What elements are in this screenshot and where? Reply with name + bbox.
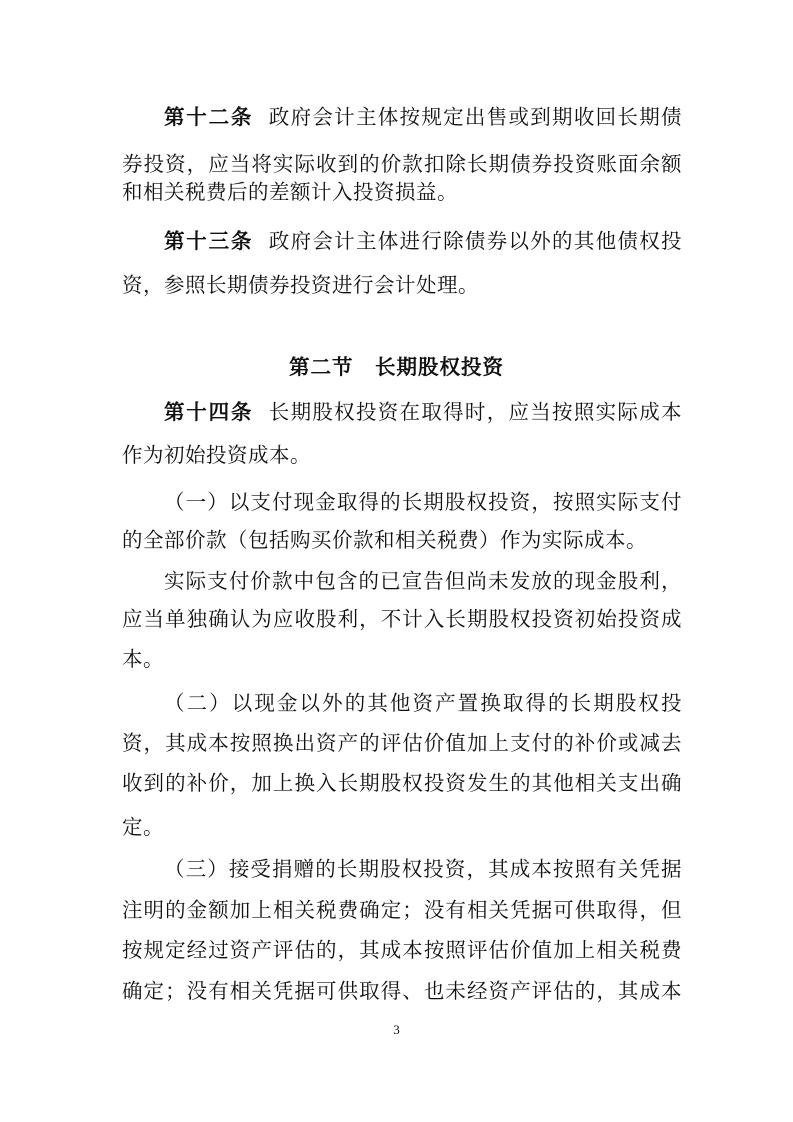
article-12-line-2: 券投资，应当将实际收到的价款扣除长期债券投资账面余额 — [122, 152, 682, 176]
item-3-line-2: 注明的金额加上相关税费确定；没有相关凭据可供取得，但 — [122, 898, 682, 922]
item-3-line-4: 确定；没有相关凭据可供取得、也未经资产评估的，其成本 — [122, 979, 682, 1003]
item-1-note-line-2: 应当单独确认为应收股利，不计入长期股权投资初始投资成 — [122, 607, 682, 631]
item-1-line-1: （一）以支付现金取得的长期股权投资，按照实际支付 — [164, 490, 682, 514]
article-12-line-3: 和相关税费后的差额计入投资损益。 — [122, 180, 458, 204]
page-number: 3 — [393, 1022, 400, 1037]
article-13-label: 第十三条 — [164, 229, 254, 253]
item-2-line-1: （二）以现金以外的其他资产置换取得的长期股权投 — [164, 691, 682, 715]
item-2-line-2: 资，其成本按照换出资产的评估价值加上支付的补价或减去 — [122, 731, 682, 755]
section-heading: 第二节 长期股权投资 — [289, 355, 504, 379]
item-1-line-2: 的全部价款（包括购买价款和相关税费）作为实际成本。 — [122, 528, 647, 552]
article-13-line-1 — [164, 226, 682, 256]
item-1-note-line-3: 本。 — [122, 647, 164, 671]
article-14-text: 长期股权投资在取得时，应当按照实际成本 — [268, 400, 683, 424]
item-3-line-3: 按规定经过资产评估的，其成本按照评估价值加上相关税费 — [122, 938, 682, 962]
article-12-label: 第十二条 — [164, 105, 254, 129]
article-13-line-2: 资，参照长期债券投资进行会计处理。 — [122, 273, 479, 297]
item-3-line-1: （三）接受捐赠的长期股权投资，其成本按照有关凭据 — [164, 857, 682, 881]
article-12-line-1 — [164, 102, 682, 132]
article-13-text: 政府会计主体进行除债券以外的其他债权投 — [268, 229, 683, 253]
article-12-text: 政府会计主体按规定出售或到期收回长期债 — [268, 105, 683, 129]
item-1-note-line-1: 实际支付价款中包含的已宣告但尚未发放的现金股利， — [164, 569, 682, 593]
item-2-line-4: 定。 — [122, 815, 164, 839]
article-14-line-1 — [164, 397, 682, 427]
article-14-label: 第十四条 — [164, 400, 254, 424]
article-14-line-2: 作为初始投资成本。 — [122, 443, 311, 467]
item-2-line-3: 收到的补价，加上换入长期股权投资发生的其他相关支出确 — [122, 771, 682, 795]
